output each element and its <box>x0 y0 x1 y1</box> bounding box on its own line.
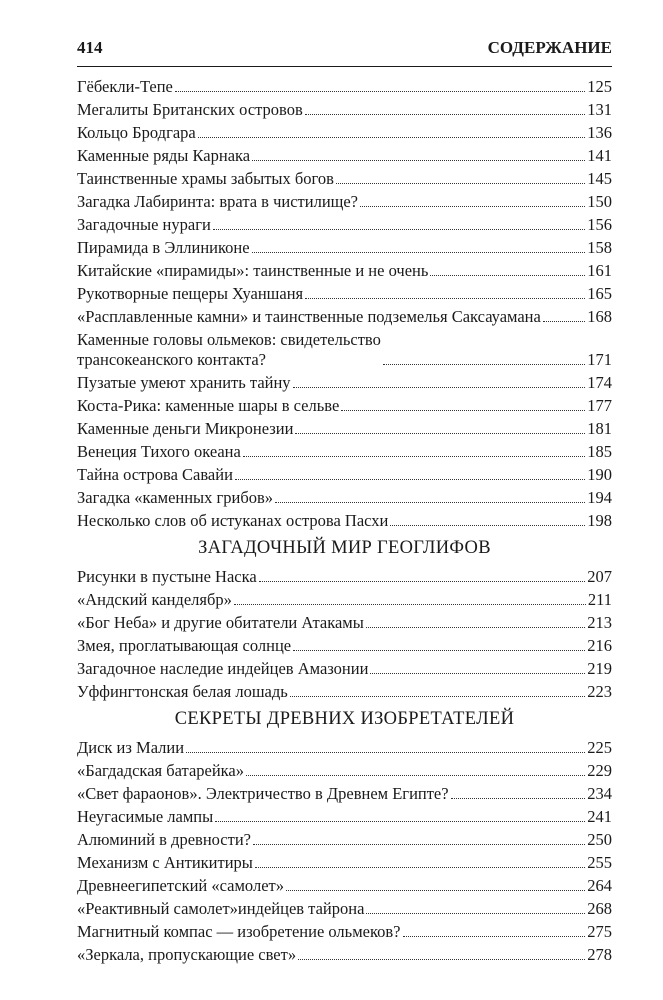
entry-page-number: 136 <box>587 123 612 142</box>
toc-entry[interactable] <box>77 419 612 439</box>
toc-entry[interactable] <box>77 738 612 758</box>
toc-entry[interactable] <box>77 761 612 781</box>
dot-leader <box>451 798 586 799</box>
entry-title: Кольцо Бродгара <box>77 123 196 142</box>
toc-entry[interactable] <box>77 613 612 633</box>
entry-title: Каменные деньги Микронезии <box>77 419 294 438</box>
toc-entry[interactable] <box>77 636 612 656</box>
section-heading: ЗАГАДОЧНЫЙ МИР ГЕОГЛИФОВ <box>198 538 491 558</box>
entry-page-number: 198 <box>587 511 612 530</box>
entry-page-number: 207 <box>587 567 612 586</box>
toc-entry[interactable] <box>77 899 612 919</box>
toc-entry[interactable] <box>77 945 612 965</box>
entry-title: Несколько слов об истуканах острова Пасхи <box>77 511 389 530</box>
entry-page-number: 234 <box>587 784 612 803</box>
dot-leader <box>259 581 586 582</box>
toc-entry[interactable] <box>77 215 612 235</box>
toc-entry[interactable] <box>77 146 612 166</box>
entry-page-number: 213 <box>587 613 612 632</box>
dot-leader <box>234 604 586 605</box>
toc-entry[interactable] <box>77 238 612 258</box>
entry-page-number: 150 <box>587 192 612 211</box>
page-header <box>77 38 612 58</box>
dot-leader <box>186 752 585 753</box>
dot-leader <box>290 696 585 697</box>
dot-leader <box>175 91 585 92</box>
header-rule <box>77 66 612 67</box>
entry-page-number: 278 <box>587 945 612 964</box>
entry-page-number: 211 <box>587 590 612 609</box>
entry-title: Магнитный компас — изобретение ольмеков? <box>77 922 401 941</box>
toc-entry[interactable] <box>77 169 612 189</box>
dot-leader <box>430 275 585 276</box>
entry-page-number: 268 <box>587 899 612 918</box>
toc-entry[interactable] <box>77 567 612 587</box>
entry-page-number: 165 <box>587 284 612 303</box>
toc-entry[interactable] <box>77 123 612 143</box>
dot-leader <box>370 673 585 674</box>
entry-title: Уффингтонская белая лошадь <box>77 682 288 701</box>
toc-entry[interactable] <box>77 682 612 702</box>
entry-page-number: 185 <box>587 442 612 461</box>
dot-leader <box>305 114 585 115</box>
entry-title: «Багдадская батарейка» <box>77 761 245 780</box>
dot-leader <box>360 206 585 207</box>
dot-leader <box>298 959 585 960</box>
entry-page-number: 190 <box>587 465 612 484</box>
toc-entry[interactable] <box>77 465 612 485</box>
entry-page-number: 141 <box>587 146 612 165</box>
entry-title: Загадочные нураги <box>77 215 211 234</box>
entry-title: Змея, проглатывающая солнце <box>77 636 292 655</box>
dot-leader <box>293 650 585 651</box>
entry-page-number: 241 <box>587 807 612 826</box>
dot-leader <box>543 321 585 322</box>
entry-title: Древнеегипетский «самолет» <box>77 876 284 895</box>
entry-title: «Зеркала, пропускающие свет» <box>77 945 297 964</box>
toc-entry[interactable] <box>77 100 612 120</box>
dot-leader <box>390 525 585 526</box>
entry-title: Пузатые умеют хранить тайну <box>77 373 291 392</box>
toc-entry[interactable] <box>77 853 612 873</box>
dot-leader <box>252 252 586 253</box>
dot-leader <box>235 479 585 480</box>
dot-leader <box>253 844 585 845</box>
entry-page-number: 161 <box>587 261 612 280</box>
entry-title: Каменные головы ольмеков: свидетельство трансокеанского контакта? <box>77 330 381 369</box>
entry-page-number: 219 <box>587 659 612 678</box>
toc-entry[interactable] <box>77 922 612 942</box>
toc-entry[interactable] <box>77 373 612 393</box>
entry-title: Неугасимые лампы <box>77 807 214 826</box>
entry-page-number: 264 <box>587 876 612 895</box>
entry-title: «Андский канделябр» <box>77 590 232 609</box>
entry-page-number: 177 <box>587 396 612 415</box>
dot-leader <box>255 867 585 868</box>
toc-entry[interactable] <box>77 830 612 850</box>
dot-leader <box>383 364 585 365</box>
dot-leader <box>366 913 585 914</box>
entry-page-number: 158 <box>587 238 612 257</box>
dot-leader <box>336 183 585 184</box>
entry-title: Коста-Рика: каменные шары в сельве <box>77 396 340 415</box>
dot-leader <box>215 821 585 822</box>
entry-title: Китайские «пирамиды»: таинственные и не очень <box>77 261 429 280</box>
entry-title: Механизм с Антикитиры <box>77 853 253 872</box>
entry-page-number: 125 <box>587 77 612 96</box>
toc-entry[interactable] <box>77 488 612 508</box>
dot-leader <box>213 229 585 230</box>
dot-leader <box>286 890 585 891</box>
entry-page-number: 168 <box>587 307 612 326</box>
entry-title: Загадка Лабиринта: врата в чистилище? <box>77 192 359 211</box>
section-heading: СЕКРЕТЫ ДРЕВНИХ ИЗОБРЕТАТЕЛЕЙ <box>174 709 515 729</box>
toc-entry[interactable] <box>77 330 612 370</box>
entry-title: Загадочное наследие индейцев Амазонии <box>77 659 369 678</box>
entry-page-number: 156 <box>587 215 612 234</box>
dot-leader <box>243 456 585 457</box>
entry-title: Гёбекли-Тепе <box>77 77 173 96</box>
toc-entry[interactable] <box>77 307 612 327</box>
toc-entry[interactable] <box>77 442 612 462</box>
entry-page-number: 223 <box>587 682 612 701</box>
entry-title: Пирамида в Эллиниконе <box>77 238 250 257</box>
entry-title: Венеция Тихого океана <box>77 442 241 461</box>
dot-leader <box>252 160 585 161</box>
toc-entry[interactable] <box>77 77 612 97</box>
dot-leader <box>403 936 586 937</box>
dot-leader <box>293 387 586 388</box>
entry-title: Каменные ряды Карнака <box>77 146 251 165</box>
entry-title: Алюминий в древности? <box>77 830 251 849</box>
entry-page-number: 216 <box>587 636 612 655</box>
entry-title: Тайна острова Савайи <box>77 465 233 484</box>
dot-leader <box>275 502 585 503</box>
entry-page-number: 145 <box>587 169 612 188</box>
entry-page-number: 181 <box>587 419 612 438</box>
toc-entry[interactable] <box>77 590 612 610</box>
toc-entry[interactable] <box>77 192 612 212</box>
dot-leader <box>295 433 585 434</box>
entry-title: «Свет фараонов». Электричество в Древнем Египте? <box>77 784 449 803</box>
page-number: 414 <box>77 38 103 57</box>
entry-title: «Расплавленные камни» и таинственные подземелья Саксауамана <box>77 307 541 326</box>
entry-page-number: 275 <box>587 922 612 941</box>
toc-entry[interactable] <box>77 396 612 416</box>
entry-page-number: 225 <box>587 738 612 757</box>
entry-title: «Реактивный самолет»индейцев тайрона <box>77 899 365 918</box>
running-title: СОДЕРЖАНИЕ <box>487 38 612 57</box>
entry-page-number: 229 <box>587 761 612 780</box>
table-of-contents <box>77 77 612 968</box>
entry-page-number: 194 <box>587 488 612 507</box>
toc-entry[interactable] <box>77 784 612 804</box>
toc-entry[interactable] <box>77 261 612 281</box>
entry-title: Таинственные храмы забытых богов <box>77 169 334 188</box>
entry-page-number: 131 <box>587 100 612 119</box>
entry-page-number: 250 <box>587 830 612 849</box>
dot-leader <box>341 410 585 411</box>
toc-entry[interactable] <box>77 807 612 827</box>
entry-page-number: 174 <box>587 373 612 392</box>
toc-entry[interactable] <box>77 284 612 304</box>
dot-leader <box>198 137 586 138</box>
entry-title: «Бог Неба» и другие обитатели Атакамы <box>77 613 364 632</box>
entry-title: Загадка «каменных грибов» <box>77 488 274 507</box>
dot-leader <box>305 298 585 299</box>
entry-title: Мегалиты Британских островов <box>77 100 303 119</box>
entry-title: Диск из Малии <box>77 738 185 757</box>
dot-leader <box>246 775 585 776</box>
toc-entry[interactable] <box>77 876 612 896</box>
entry-title: Рукотворные пещеры Хуаншаня <box>77 284 304 303</box>
dot-leader <box>366 627 585 628</box>
entry-title: Рисунки в пустыне Наска <box>77 567 257 586</box>
toc-entry[interactable] <box>77 511 612 531</box>
entry-page-number: 171 <box>587 350 612 369</box>
toc-entry[interactable] <box>77 659 612 679</box>
entry-page-number: 255 <box>587 853 612 872</box>
